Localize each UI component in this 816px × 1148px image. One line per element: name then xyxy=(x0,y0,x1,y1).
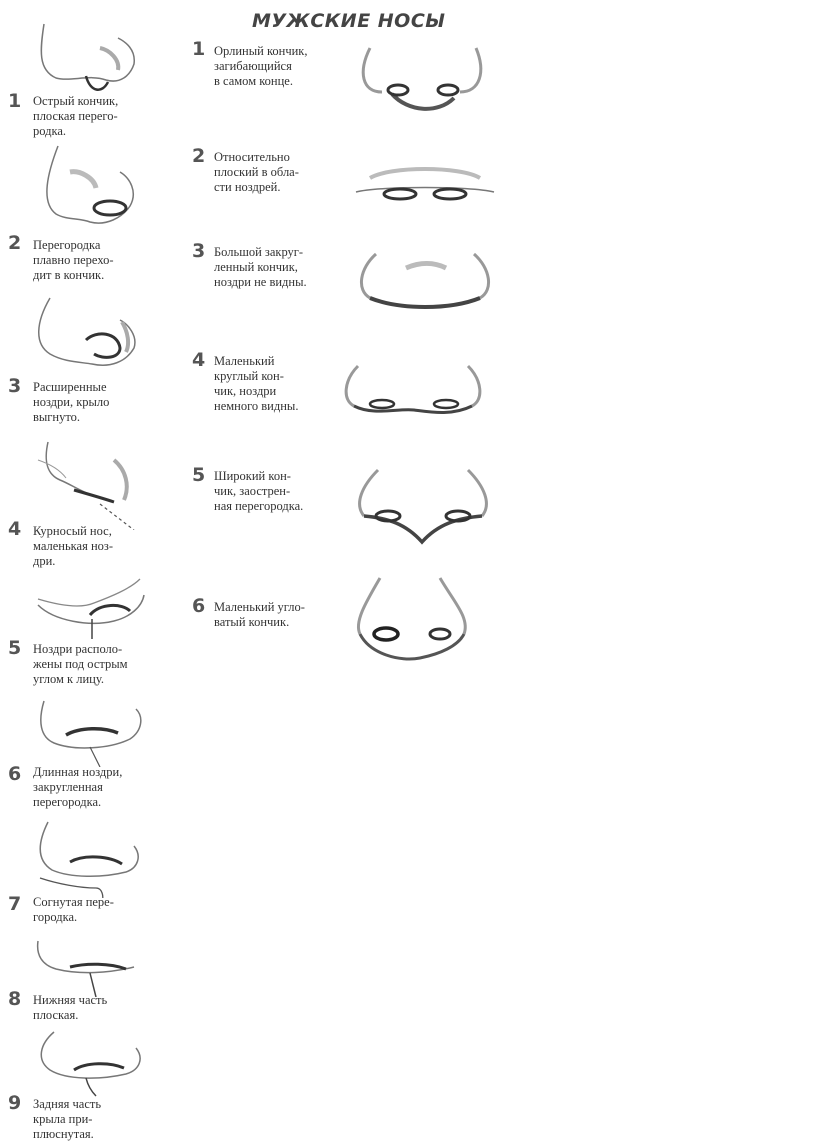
front-nose-caption-5: Широкий кон- чик, заострен- ная перегородка. xyxy=(214,469,304,513)
profile-nose-caption-4: Курносый нос, маленькая ноз- дри. xyxy=(33,524,114,568)
profile-nose-caption-3: Расширенные ноздри, крыло выгнуто. xyxy=(33,380,110,424)
front-nose-number-1: 1 xyxy=(192,38,206,60)
front-nose-number-4: 4 xyxy=(192,349,206,371)
front-nose-caption-6: Маленький угло- ватый кончик. xyxy=(214,600,305,629)
front-nose-sketch-2 xyxy=(350,152,500,212)
profile-nose-caption-2: Перегородка плавно перехо- дит в кончик. xyxy=(33,238,114,282)
profile-nose-sketch-7 xyxy=(30,818,150,898)
profile-nose-sketch-1 xyxy=(30,20,150,95)
profile-nose-sketch-3 xyxy=(30,292,150,377)
profile-nose-sketch-8 xyxy=(30,937,145,997)
front-nose-sketch-3 xyxy=(350,238,500,318)
profile-nose-caption-9: Задняя часть крыла при- плюснутая. xyxy=(33,1097,102,1141)
front-nose-caption-4: Маленький круглый кон- чик, ноздри немного видны. xyxy=(214,354,299,413)
profile-nose-number-9: 9 xyxy=(8,1092,22,1114)
profile-nose-number-4: 4 xyxy=(8,518,22,540)
profile-nose-caption-8: Нижняя часть плоская. xyxy=(33,993,108,1022)
front-nose-number-6: 6 xyxy=(192,595,206,617)
profile-nose-sketch-6 xyxy=(30,697,150,767)
profile-nose-number-6: 6 xyxy=(8,763,22,785)
profile-nose-caption-7: Согнутая пере- городка. xyxy=(33,895,114,924)
front-nose-caption-2: Относительно плоский в обла- сти ноздрей. xyxy=(214,150,299,194)
profile-nose-caption-1: Острый кончик, плоская перего- родка. xyxy=(33,94,119,138)
profile-nose-caption-5: Ноздри располо- жены под острым углом к лицу. xyxy=(33,642,128,686)
front-nose-caption-1: Орлиный кончик, загибающийся в самом конце. xyxy=(214,44,308,88)
profile-nose-sketch-5 xyxy=(30,575,150,645)
front-nose-sketch-6 xyxy=(340,572,480,667)
page-title: МУЖСКИЕ НОСЫ xyxy=(252,10,446,32)
profile-nose-sketch-9 xyxy=(30,1028,150,1098)
profile-nose-sketch-4 xyxy=(30,440,145,530)
front-nose-sketch-1 xyxy=(352,42,492,122)
profile-nose-number-7: 7 xyxy=(8,893,22,915)
front-nose-number-5: 5 xyxy=(192,464,206,486)
front-nose-caption-3: Большой закруг- ленный кончик, ноздри не видны. xyxy=(214,245,307,289)
profile-nose-number-3: 3 xyxy=(8,375,22,397)
profile-nose-caption-6: Длинная ноздри, закругленная перегородка. xyxy=(33,765,123,809)
profile-nose-number-2: 2 xyxy=(8,232,22,254)
profile-nose-number-1: 1 xyxy=(8,90,22,112)
profile-nose-number-5: 5 xyxy=(8,637,22,659)
profile-nose-sketch-2 xyxy=(30,142,150,232)
profile-nose-number-8: 8 xyxy=(8,988,22,1010)
front-nose-sketch-5 xyxy=(348,458,498,548)
front-nose-sketch-4 xyxy=(338,352,488,422)
front-nose-number-2: 2 xyxy=(192,145,206,167)
front-nose-number-3: 3 xyxy=(192,240,206,262)
